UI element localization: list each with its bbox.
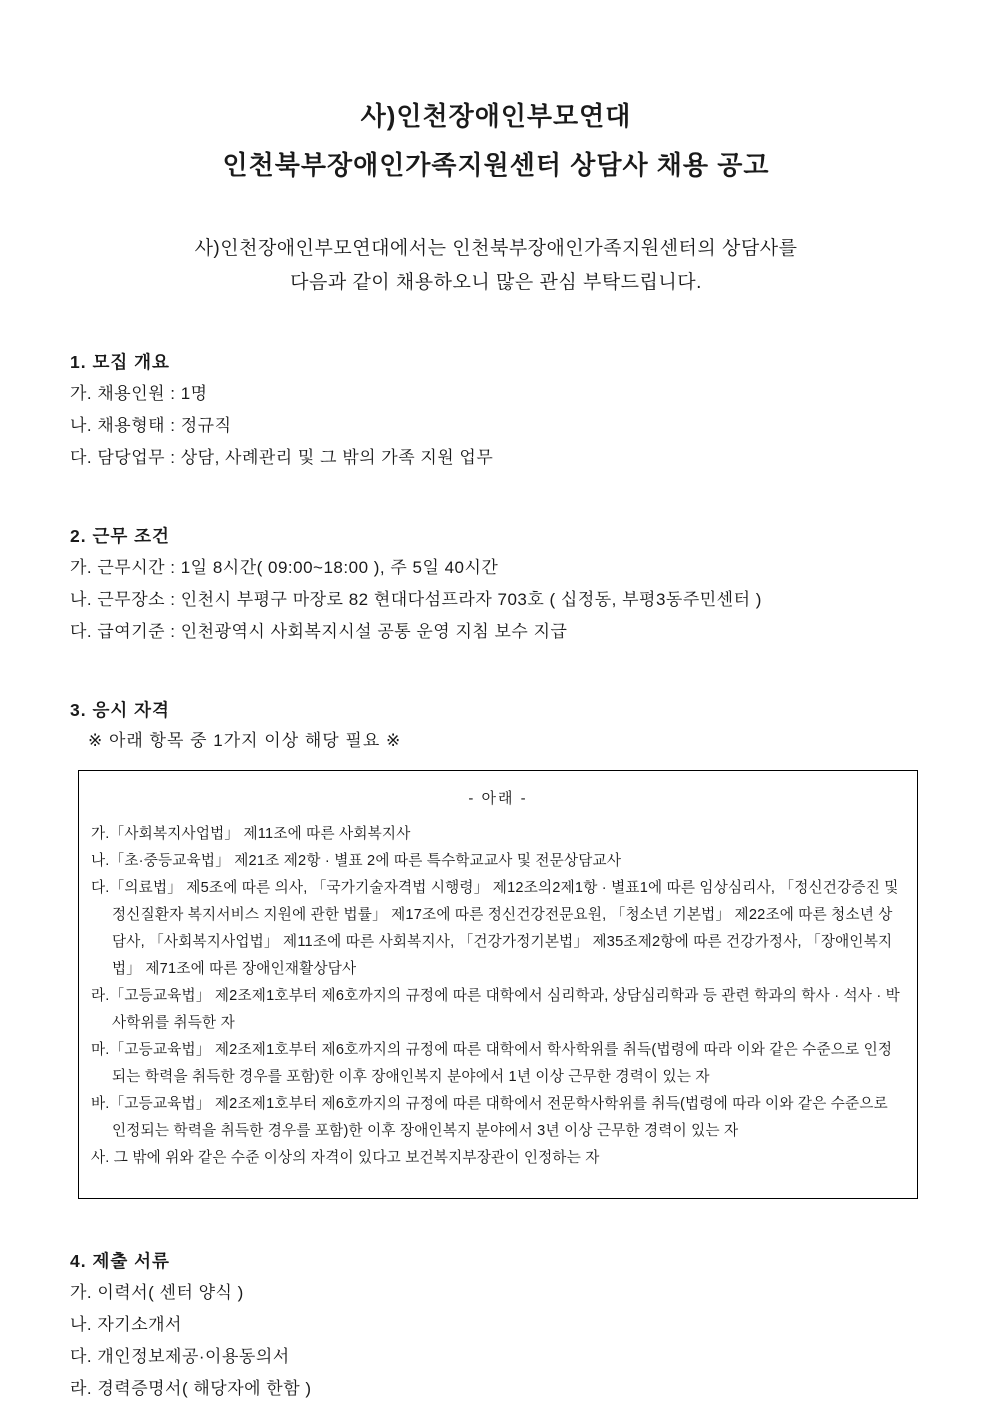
section4-heading: 4. 제출 서류: [70, 1251, 170, 1271]
eligibility-note: ※ 아래 항목 중 1가지 이상 해당 필요 ※: [88, 731, 402, 750]
document-title-line1: 사)인천장애인부모연대: [360, 101, 632, 131]
section2-item-location: 나. 근무장소 : 인천시 부평구 마장로 82 현대다섬프라자 703호 ( 십정동, 부평3동주민센터 ): [70, 590, 762, 609]
intro-paragraph: [70, 232, 922, 300]
section2-item-salary: 다. 급여기준 : 인천광역시 사회복지시설 공통 운영 지침 보수 지급: [70, 622, 568, 641]
section4-item-career-certificate: 라. 경력증명서( 해당자에 한함 ): [70, 1379, 312, 1398]
section2-heading: 2. 근무 조건: [70, 526, 170, 546]
intro-line2: 다음과 같이 채용하오니 많은 관심 부탁드립니다.: [290, 272, 702, 293]
section-recruit-overview: [70, 346, 922, 474]
section-required-documents: [70, 1245, 922, 1403]
section1-heading: 1. 모집 개요: [70, 352, 170, 372]
intro-line1: 사)인천장애인부모연대에서는 인천북부장애인가족지원센터의 상담사를: [194, 238, 798, 259]
section4-item-privacy-consent: 다. 개인정보제공·이용동의서: [70, 1347, 290, 1366]
section4-item-self-introduction: 나. 자기소개서: [70, 1315, 182, 1334]
section-eligibility: [70, 694, 922, 1199]
criteria-item-a: 가.「사회복지사업법」 제11조에 따른 사회복지사: [91, 826, 411, 842]
section1-item-employment-type: 나. 채용형태 : 정규직: [70, 416, 232, 435]
section1-item-headcount: 가. 채용인원 : 1명: [70, 384, 208, 403]
criteria-box-title: - 아래 -: [468, 790, 528, 807]
section4-item-resume: 가. 이력서( 센터 양식 ): [70, 1283, 244, 1302]
eligibility-criteria-box: [78, 770, 918, 1199]
criteria-item-f: 바.「고등교육법」 제2조제1호부터 제6호까지의 규정에 따른 대학에서 전문학사학위를 취득(법령에 따라 이와 같은 수준으로 인정되는 학력을 취득한 경우를 포함)한 이후 장애인복지 분야에서 3년 이상 근무한 경력이 있는 자: [91, 1096, 888, 1139]
criteria-item-c: 다.「의료법」 제5조에 따른 의사, 「국가기술자격법 시행령」 제12조의2제1항 · 별표1에 따른 임상심리사, 「정신건강증진 및 정신질환자 복지서비스 지원에 관한 법률」 제17조에 따른 정신건강전문요원, 「청소년 기본법」 제22조에 따른 청소년 상담사, 「사회복지사업법」 제11조에 따른 사회복지사, 「건강가정기본법」 제35조제2항에 따른 건강가정사, 「장애인복지법」 제71조에 따른 장애인재활상담사: [91, 880, 899, 977]
criteria-item-b: 나.「초·중등교육법」 제21조 제2항 · 별표 2에 따른 특수학교교사 및 전문상담교사: [91, 853, 622, 869]
section-working-conditions: [70, 520, 922, 648]
criteria-item-g: 사. 그 밖에 위와 같은 수준 이상의 자격이 있다고 보건복지부장관이 인정하는 자: [91, 1150, 600, 1166]
criteria-item-e: 마.「고등교육법」 제2조제1호부터 제6호까지의 규정에 따른 대학에서 학사학위를 취득(법령에 따라 이와 같은 수준으로 인정되는 학력을 취득한 경우를 포함)한 이후 장애인복지 분야에서 1년 이상 근무한 경력이 있는 자: [91, 1042, 893, 1085]
criteria-item-d: 라.「고등교육법」 제2조제1호부터 제6호까지의 규정에 따른 대학에서 심리학과, 상담심리학과 등 관련 학과의 학사 · 석사 · 박사학위를 취득한 자: [91, 988, 900, 1031]
section3-heading: 3. 응시 자격: [70, 700, 170, 720]
section1-item-duties: 다. 담당업무 : 상담, 사례관리 및 그 밖의 가족 지원 업무: [70, 448, 494, 467]
document-title-line2: 인천북부장애인가족지원센터 상담사 채용 공고: [222, 150, 770, 180]
section2-item-hours: 가. 근무시간 : 1일 8시간( 09:00~18:00 ), 주 5일 40시간: [70, 558, 499, 577]
